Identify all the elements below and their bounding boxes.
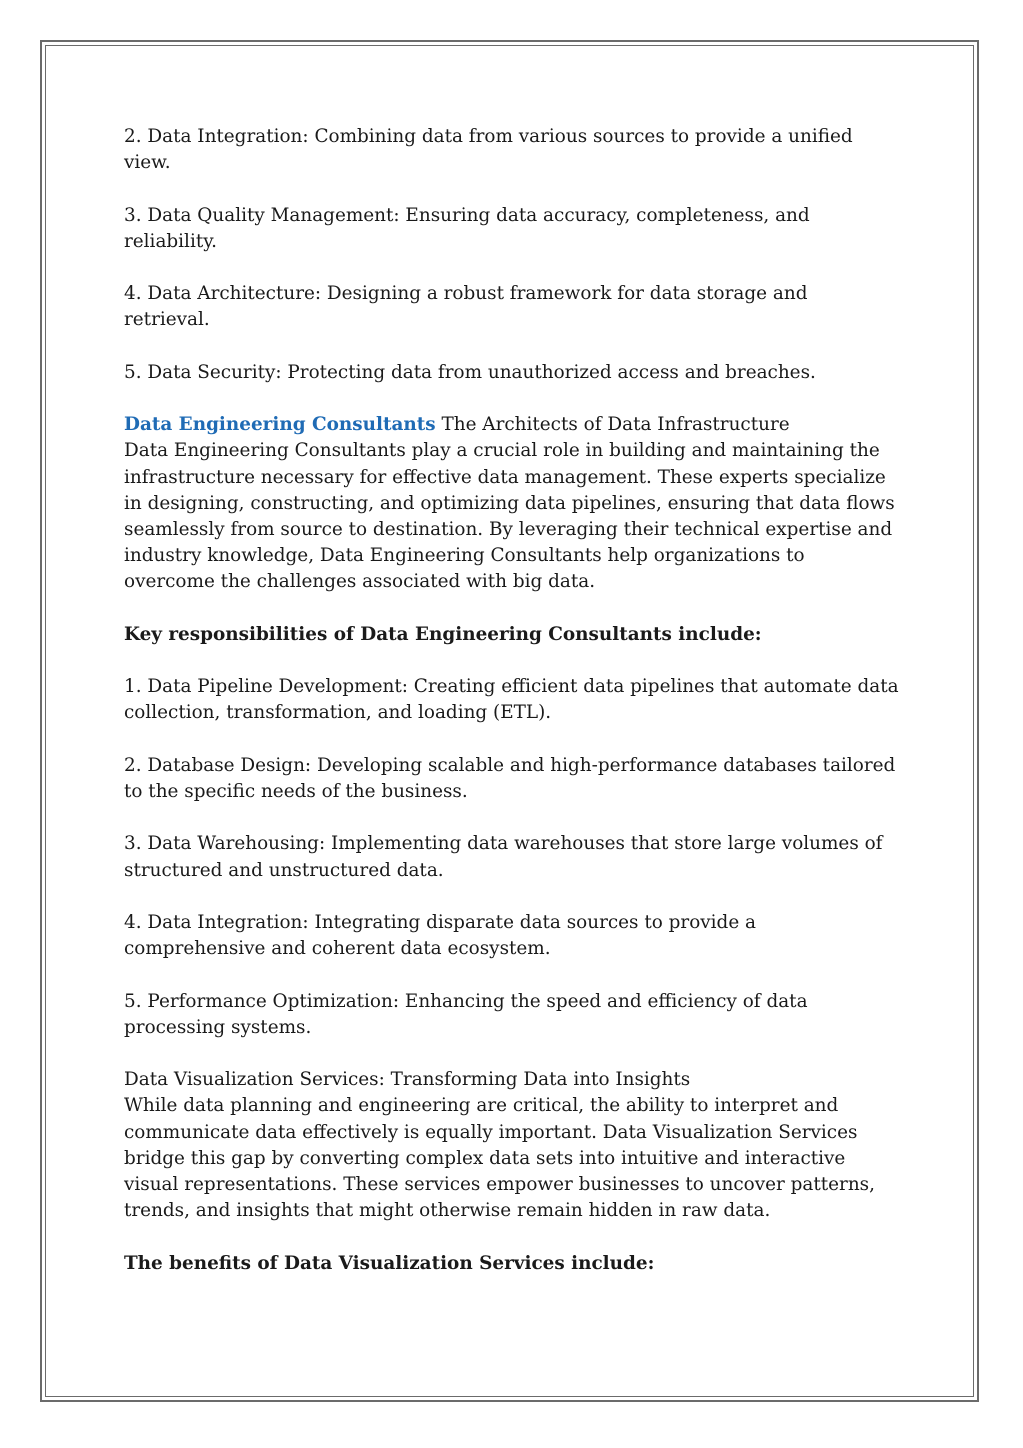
planning-list-item: 2. Data Integration: Combining data from various sources to provide a unified view. [124,126,853,174]
engineering-section-heading [124,412,899,438]
engineering-heading-text: The Architects of Data Infrastructure [435,414,790,436]
planning-list-item: 5. Data Security: Protecting data from unauthorized access and breaches. [124,361,816,383]
responsibility-item: 5. Performance Optimization: Enhancing the speed and efficiency of data processing systems. [124,990,808,1038]
planning-list-item: 3. Data Quality Management: Ensuring data accuracy, completeness, and reliability. [124,204,810,252]
responsibilities-heading: Key responsibilities of Data Engineering Consultants include: [124,623,762,645]
visualization-section-heading: Data Visualization Services: Transforming Data into Insights [124,1069,691,1091]
benefits-heading: The benefits of Data Visualization Services include: [124,1252,655,1274]
engineering-consultants-link[interactable]: Data Engineering Consultants [124,414,436,436]
responsibility-item: 1. Data Pipeline Development: Creating efficient data pipelines that automate data collection, transformation, and loading (ETL). [124,676,899,724]
document-body [124,124,899,1303]
planning-list-item: 4. Data Architecture: Designing a robust framework for data storage and retrieval. [124,283,808,331]
responsibility-item: 4. Data Integration: Integrating disparate data sources to provide a comprehensive and coherent data ecosystem. [124,911,757,960]
visualization-paragraph: While data planning and engineering are critical, the ability to interpret and communicate data effectively is equally important. Data Visualization Services bridge this gap by converting complex data sets into intuitive and interactive visual representations. These services empower businesses to uncover patterns, trends, and insights that might otherwise remain hidden in raw data. [124,1095,875,1222]
responsibility-item: 2. Database Design: Developing scalable and high-performance databases tailored to the specific needs of the business. [124,754,896,802]
responsibility-item: 3. Data Warehousing: Implementing data warehouses that store large volumes of structured and unstructured data. [124,833,883,881]
engineering-paragraph: Data Engineering Consultants play a crucial role in building and maintaining the infrastructure necessary for effective data management. These experts specialize in designing, constructing, and optimizing data pipelines, ensuring that data flows seamlessly from source to destination. By leveraging their technical expertise and industry knowledge, Data Engineering Consultants help organizations to overcome the challenges associated with big data. [124,440,895,593]
